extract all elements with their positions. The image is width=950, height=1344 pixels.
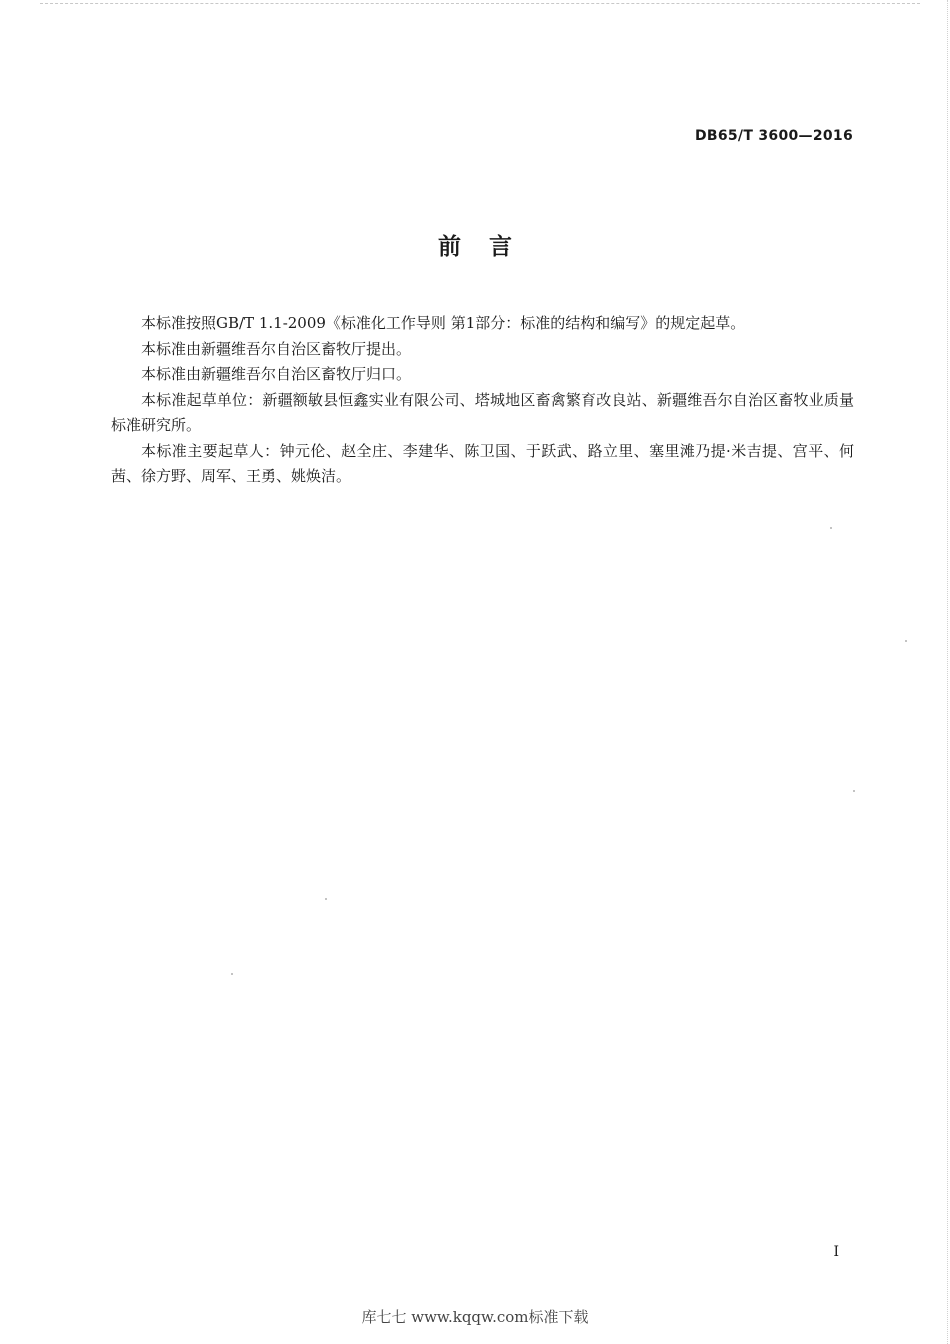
document-code: DB65/T 3600—2016 — [694, 128, 853, 144]
paragraph-drafting-rules: 本标准按照GB/T 1.1-2009《标准化工作导则 第1部分：标准的结构和编写》的规定起草。 — [141, 314, 746, 332]
scan-speck — [231, 973, 233, 975]
paragraph-drafting-units: 本标准起草单位：新疆额敏县恒鑫实业有限公司、塔城地区畜禽繁育改良站、新疆维吾尔自治区畜牧业质量标准研究所。 — [111, 390, 854, 434]
scan-speck — [853, 790, 855, 792]
paragraph-administered-by: 本标准由新疆维吾尔自治区畜牧厅归口。 — [141, 365, 412, 383]
scan-edge-top — [40, 3, 920, 4]
page-number: I — [833, 1244, 839, 1260]
foreword-body — [111, 311, 854, 490]
scan-speck — [830, 527, 832, 529]
footer-watermark: 库七七 www.kqqw.com标准下载 — [361, 1308, 589, 1326]
scan-edge-right — [947, 0, 948, 1344]
paragraph-proposed-by: 本标准由新疆维吾尔自治区畜牧厅提出。 — [141, 339, 412, 358]
scan-speck — [905, 640, 907, 642]
paragraph-drafters: 本标准主要起草人：钟元伦、赵全庄、李建华、陈卫国、于跃武、路立里、塞里滩乃提·米吉提、宫平、何茜、徐方野、周军、王勇、姚焕洁。 — [111, 441, 854, 485]
scan-speck — [325, 898, 327, 900]
page-title: 前言 — [438, 234, 540, 260]
